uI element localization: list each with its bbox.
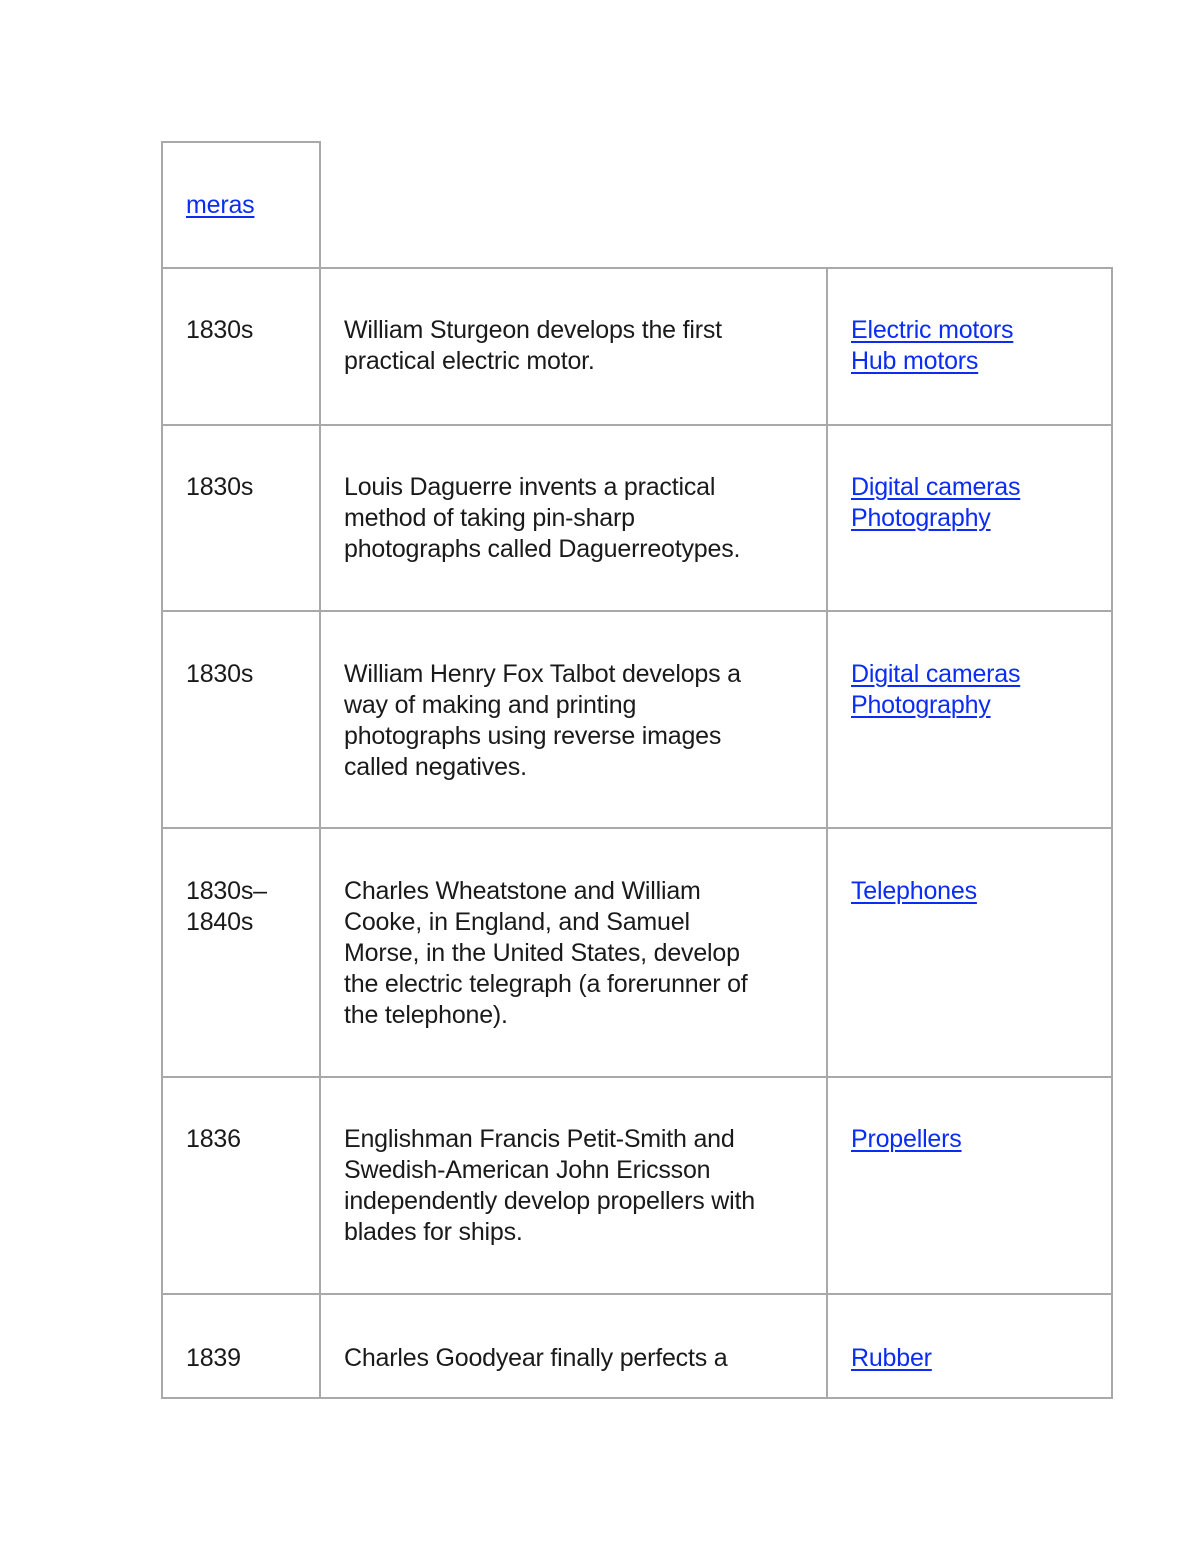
description-line: Louis Daguerre invents a practical — [344, 473, 716, 501]
date-text: 1839 — [186, 1344, 241, 1372]
grid-line — [161, 141, 163, 1399]
date-cell — [186, 1343, 241, 1374]
description-cell — [344, 1343, 727, 1374]
date-cell — [186, 472, 253, 503]
date-text: 1830s– — [186, 877, 267, 905]
links-cell — [851, 1343, 932, 1374]
header-cell — [186, 190, 254, 221]
photography-link[interactable]: Photography — [851, 691, 991, 719]
telephones-link[interactable]: Telephones — [851, 877, 977, 905]
date-cell — [186, 1124, 241, 1155]
links-cell — [851, 472, 1020, 534]
date-cell — [186, 659, 253, 690]
description-line: called negatives. — [344, 753, 527, 781]
description-line: blades for ships. — [344, 1218, 523, 1246]
electric-motors-link[interactable]: Electric motors — [851, 316, 1014, 344]
description-line: independently develop propellers with — [344, 1187, 755, 1215]
grid-line — [826, 267, 828, 1399]
grid-line — [161, 424, 1113, 426]
links-cell — [851, 1124, 962, 1155]
date-text: 1830s — [186, 660, 254, 688]
description-line: Swedish-American John Ericsson — [344, 1156, 711, 1184]
date-text: 1836 — [186, 1125, 241, 1153]
description-cell — [344, 659, 741, 783]
description-line: method of taking pin-sharp — [344, 504, 635, 532]
links-cell — [851, 659, 1020, 721]
hub-motors-link[interactable]: Hub motors — [851, 347, 979, 375]
digital-cameras-link[interactable]: Digital cameras — [851, 473, 1021, 501]
date-text: 1830s — [186, 473, 254, 501]
propellers-link[interactable]: Propellers — [851, 1125, 962, 1153]
links-cell — [851, 876, 977, 907]
date-cell — [186, 315, 253, 346]
digital-cameras-link[interactable]: Digital cameras — [851, 660, 1021, 688]
grid-line — [1111, 267, 1113, 1399]
grid-line — [161, 1397, 1113, 1399]
grid-line — [161, 1076, 1113, 1078]
grid-line — [161, 141, 321, 143]
links-cell — [851, 315, 1013, 377]
grid-line — [161, 827, 1113, 829]
description-line: Cooke, in England, and Samuel — [344, 908, 690, 936]
rubber-link[interactable]: Rubber — [851, 1344, 932, 1372]
meras-link[interactable]: meras — [186, 191, 255, 219]
description-line: Charles Wheatstone and William — [344, 877, 701, 905]
description-line: William Sturgeon develops the first — [344, 316, 722, 344]
description-line: photographs using reverse images — [344, 722, 722, 750]
date-text: 1830s — [186, 316, 254, 344]
grid-line — [161, 267, 1113, 269]
description-line: photographs called Daguerreotypes. — [344, 535, 741, 563]
grid-line — [161, 1293, 1113, 1295]
grid-line — [319, 141, 321, 1399]
grid-line — [161, 610, 1113, 612]
description-line: William Henry Fox Talbot develops a — [344, 660, 741, 688]
description-line: way of making and printing — [344, 691, 637, 719]
description-line: the telephone). — [344, 1001, 508, 1029]
description-line: Morse, in the United States, develop — [344, 939, 740, 967]
description-line: practical electric motor. — [344, 347, 595, 375]
description-cell — [344, 876, 748, 1031]
description-line: the electric telegraph (a forerunner of — [344, 970, 748, 998]
date-cell — [186, 876, 267, 938]
description-cell — [344, 1124, 755, 1248]
description-cell — [344, 472, 740, 565]
description-line: Englishman Francis Petit-Smith and — [344, 1125, 735, 1153]
description-line: Charles Goodyear finally perfects a — [344, 1344, 728, 1372]
photography-link[interactable]: Photography — [851, 504, 991, 532]
date-text: 1840s — [186, 908, 254, 936]
description-cell — [344, 315, 722, 377]
